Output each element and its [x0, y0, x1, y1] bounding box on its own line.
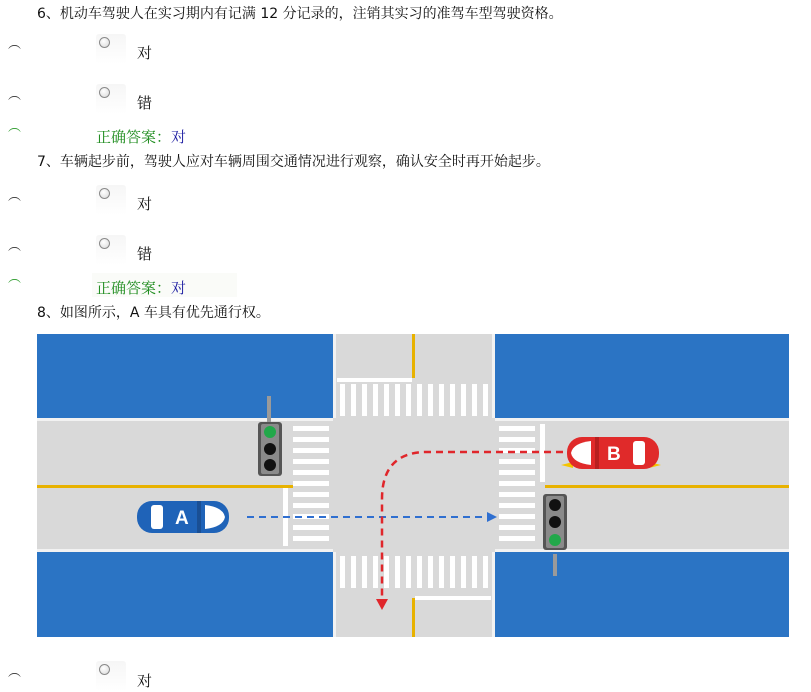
dash-icon: ︵ [8, 120, 22, 135]
lane-line-bottom [412, 598, 415, 637]
radio-q7-opt-false[interactable] [96, 235, 126, 265]
dash-icon: ︵ [8, 665, 22, 680]
question-6-text: 6、机动车驾驶人在实习期内有记满 12 分记录的，注销其实习的准驾车型驾驶资格。 [37, 6, 563, 22]
car-b [561, 437, 661, 469]
intersection-figure [37, 334, 789, 637]
dash-icon: ︵ [8, 271, 22, 286]
intersection-diagram [37, 334, 789, 637]
question-7-text: 7、车辆起步前，驾驶人应对车辆周围交通情况进行观察，确认安全时再开始起步。 [37, 154, 550, 170]
lane-line-right [545, 485, 789, 488]
answer-label: 正确答案： [96, 128, 172, 146]
answer-label: 正确答案： [96, 279, 172, 297]
option-label: 对 [137, 672, 153, 690]
correct-answer [96, 126, 186, 147]
option-label: 对 [137, 44, 153, 62]
lane-line-top [412, 334, 415, 378]
block-top-left [37, 334, 333, 418]
answer-value: 对 [171, 279, 187, 297]
lane-line-left [37, 485, 293, 488]
car-a-label: A [175, 508, 189, 529]
answer-value: 对 [171, 128, 187, 146]
radio-q6-opt-false[interactable] [96, 84, 126, 114]
block-bottom-right [495, 552, 789, 637]
block-bottom-left [37, 552, 333, 637]
car-b-label: B [607, 444, 621, 465]
dash-icon: ︵ [8, 239, 22, 254]
option-label: 对 [137, 195, 153, 213]
car-a [137, 501, 229, 533]
radio-q7-opt-true[interactable] [96, 185, 126, 215]
radio-q6-opt-true[interactable] [96, 34, 126, 64]
dash-icon: ︵ [8, 189, 22, 204]
dash-icon: ︵ [8, 88, 22, 103]
question-8-text: 8、如图所示，A 车具有优先通行权。 [37, 305, 270, 321]
option-label: 错 [137, 245, 153, 263]
block-top-right [495, 334, 789, 418]
radio-q8-opt-true[interactable] [96, 661, 126, 691]
correct-answer [96, 277, 186, 298]
option-label: 错 [137, 94, 153, 112]
dash-icon: ︵ [8, 37, 22, 52]
